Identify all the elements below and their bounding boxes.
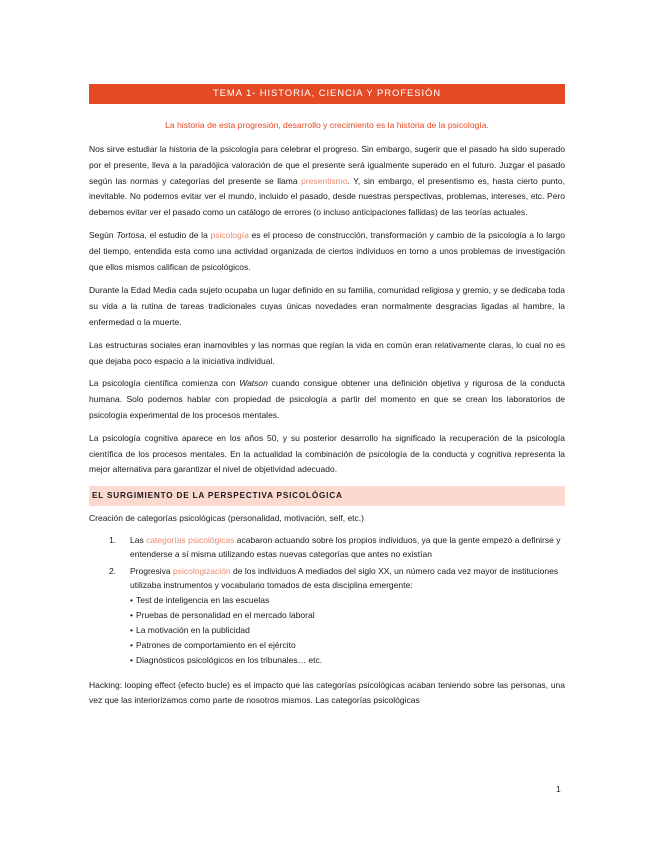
page-number: 1 — [556, 784, 561, 794]
paragraph-hacking: Hacking: looping effect (efecto bucle) es el impacto que las categorías psicológicas acaban teniendo sobre las personas, una vez que las interiorizamos como parte de nosotros mismos. Las categorías psicológicas — [89, 679, 565, 706]
bullet-item: • Test de inteligencia en las escuelas — [130, 594, 270, 605]
paragraph-estructuras-sociales: Las estructuras sociales eran inamovibles y las normas que regían la vida en común eran relativamente claras, lo cual no es que dejaba poco espacio a la iniciativa individual. — [89, 339, 565, 366]
highlight-psicologizacion: psicologización — [173, 565, 231, 576]
list-item: 1. Las categorías psicológicas acabaron actuando sobre los propios individuos, ya que la gente empezó a definirse y entenderse a sí misma utilizando estas nuevas categorías que antes no existían — [109, 534, 561, 560]
author-watson: Watson — [239, 378, 268, 389]
highlight-categorias: categorías psicológicas — [146, 534, 235, 545]
bullet-item: • La motivación en la publicidad — [130, 624, 250, 635]
numbered-list — [89, 533, 565, 669]
paragraph-presentismo: Nos sirve estudiar la historia de la psicología para celebrar el progreso. Sin embargo, sugerir que el pasado ha sido superado por el presente, lleva a la paradójica valoración de que el presente será igualmente superado en el futuro. Juzgar el pasado según las normas y categorías del presente se llama presentismo. Y, sin embargo, el presentismo es, hasta cierto punto, inevitable. No podemos evitar ver el mundo, incluido el pasado, desde nuestras perspectivas, problemas, intereses, etc. Pero debemos evitar ver el pasado como un catálogo de errores (o incluso anticipaciones fallidas) de las teorías actuales. — [89, 144, 565, 218]
highlight-psicologia: psicología — [210, 229, 249, 240]
chapter-title: TEMA 1- HISTORIA, CIENCIA Y PROFESIÓN — [89, 84, 565, 104]
paragraph-edad-media: Durante la Edad Media cada sujeto ocupaba un lugar definido en su familia, comunidad religiosa y gremio, y se dedicaba toda su vida a la rutina de tareas tradicionales cuyas únicas novedades eran normalmente desgracias ligadas al hambre, la enfermedad o la muerte. — [89, 285, 565, 327]
section-intro: Creación de categorías psicológicas (personalidad, motivación, self, etc.) — [89, 513, 364, 524]
bullet-item: • Pruebas de personalidad en el mercado laboral — [130, 609, 315, 620]
list-item: 2. Progresiva psicologización de los individuos A mediados del siglo XX, un número cada vez mayor de instituciones utilizaba instrumentos y vocabulario tomados de esta disciplina emergente: • Test de inteligencia en las escuelas • Pruebas de personalidad en el mercado laboral • La motivación en la publicidad • Patrones de comportamiento en el ejército • Diagnósticos psicológicos en los tribunales… etc. — [89, 564, 565, 669]
author-tortosa: Tortosa — [116, 229, 145, 240]
section-heading: EL SURGIMIENTO DE LA PERSPECTIVA PSICOLÓGICA — [89, 486, 565, 506]
bullet-list — [130, 593, 565, 669]
bullet-item: • Diagnósticos psicológicos en los tribunales… etc. — [130, 655, 323, 666]
paragraph-watson: La psicología científica comienza con Watson cuando consigue obtener una definición objetiva y rigurosa de la conducta humana. Solo podemos hablar con propiedad de psicología a partir del momento en que se crean los laboratorios de psicología experimental de los procesos mentales. — [89, 378, 565, 420]
paragraph-tortosa: Según Tortosa, el estudio de la psicología es el proceso de construcción, transformación y cambio de la psicología a lo largo del tiempo, entendida esta como una actividad organizada de ciertos individuos en torno a unos problemas de investigación que ellos mismos califican de psicológicos. — [89, 229, 565, 272]
page-content — [89, 84, 565, 709]
chapter-subtitle: La historia de esta progresión, desarrollo y crecimiento es la historia de la psicología. — [165, 120, 489, 130]
highlight-presentismo: presentismo — [301, 175, 348, 186]
list-number: 1. — [109, 534, 117, 545]
paragraph-psicologia-cognitiva: La psicología cognitiva aparece en los años 50, y su posterior desarrollo ha significado la recuperación de la psicología científica de los procesos mentales. En la actualidad la combinación de psicología de la conducta y cognitiva representa la mejor alternativa para garantizar el nivel de objetividad adecuado. — [89, 432, 565, 475]
bullet-item: • Patrones de comportamiento en el ejército — [130, 640, 296, 651]
list-number: 2. — [109, 565, 117, 576]
